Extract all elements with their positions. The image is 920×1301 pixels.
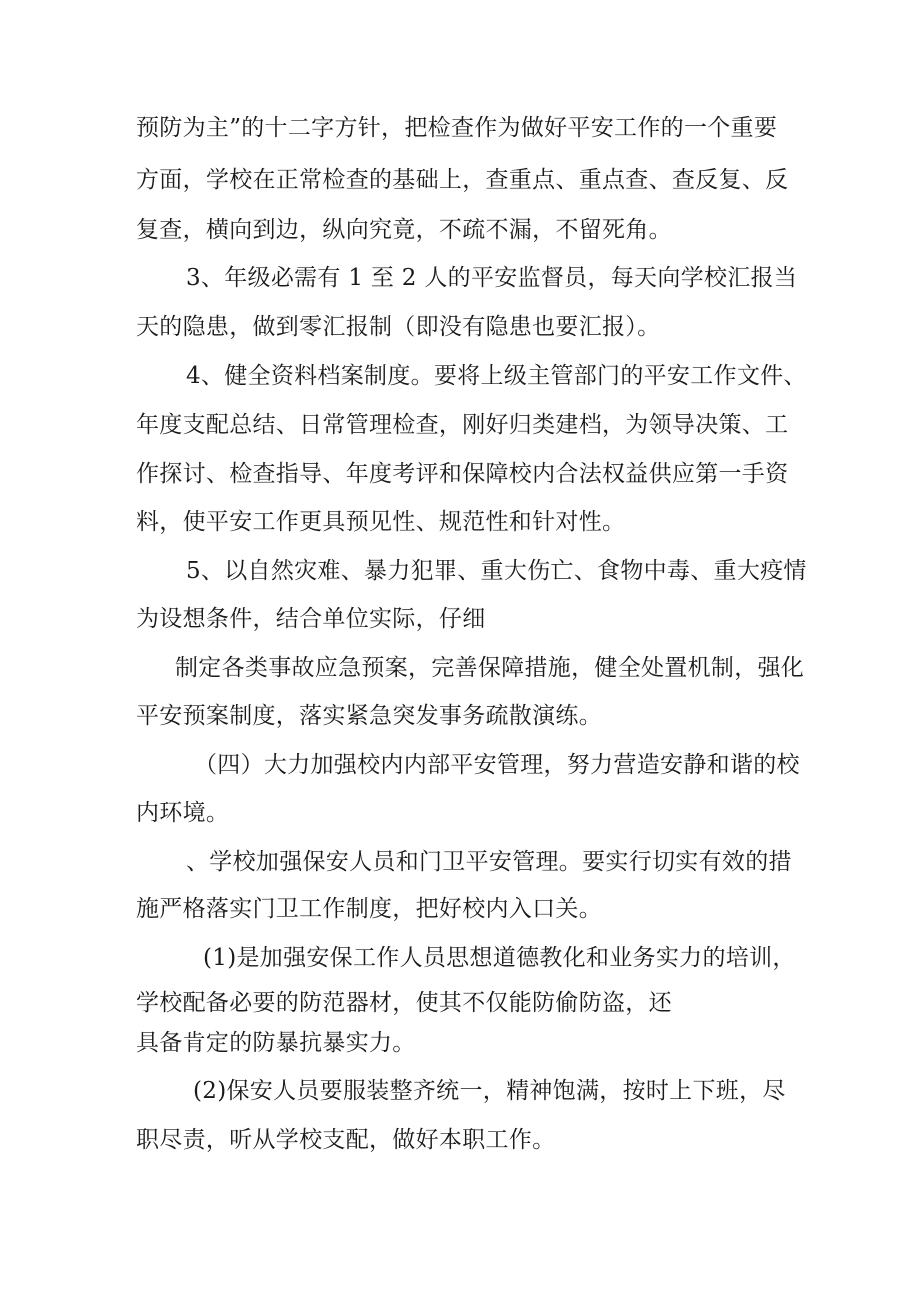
text-line: 为设想条件，结合单位实际，仔细 bbox=[136, 606, 486, 632]
text-line: 职尽责，听从学校支配，做好本职工作。 bbox=[136, 1127, 556, 1153]
text-line: 天的隐患，做到零汇报制（即没有隐患也要汇报）。 bbox=[136, 314, 661, 340]
text-line: 作探讨、检查指导、年度考评和保障校内合法权益供应第一手资 bbox=[136, 461, 789, 487]
text-line: 方面，学校在正常检查的基础上，查重点、重点查、查反复、反 bbox=[136, 167, 789, 193]
text-line: 学校配备必要的防范器材，使其不仅能防偷防盗，还 bbox=[136, 990, 672, 1016]
text-line: 3、年级必需有 1 至 2 人的平安监督员，每天向学校汇报当 bbox=[186, 265, 798, 291]
text-line: 复查，横向到边，纵向究竟，不疏不漏，不留死角。 bbox=[136, 217, 672, 243]
text-line: 料，使平安工作更具预见性、规范性和针对性。 bbox=[136, 509, 626, 535]
text-line: 内环境。 bbox=[136, 800, 230, 826]
text-line: (1)是加强安保工作人员思想道德教化和业务实力的培训， bbox=[203, 945, 796, 971]
text-line: 预防为主”的十二字方针，把检查作为做好平安工作的一个重要 bbox=[136, 115, 778, 141]
text-line: 5、以自然灾难、暴力犯罪、重大伤亡、食物中毒、重大疫情 bbox=[186, 558, 807, 584]
text-line: 具备肯定的防暴抗暴实力。 bbox=[136, 1030, 416, 1056]
text-line: 施严格落实门卫工作制度，把好校内入口关。 bbox=[136, 896, 602, 922]
text-line: 制定各类事故应急预案，完善保障措施，健全处置机制，强化 bbox=[175, 655, 805, 681]
text-line: 4、健全资料档案制度。要将上级主管部门的平安工作文件、 bbox=[186, 363, 807, 389]
text-line: 年度支配总结、日常管理检查，刚好归类建档，为领导决策、工 bbox=[136, 412, 789, 438]
text-line: 、学校加强保安人员和门卫平安管理。要实行切实有效的措 bbox=[186, 849, 792, 875]
text-line: （四）大力加强校内内部平安管理，努力营造安静和谐的校 bbox=[194, 752, 800, 778]
text-line: (2)保安人员要服装整齐统一，精神饱满，按时上下班，尽 bbox=[193, 1078, 786, 1104]
text-line: 平安预案制度，落实紧急突发事务疏散演练。 bbox=[136, 703, 602, 729]
